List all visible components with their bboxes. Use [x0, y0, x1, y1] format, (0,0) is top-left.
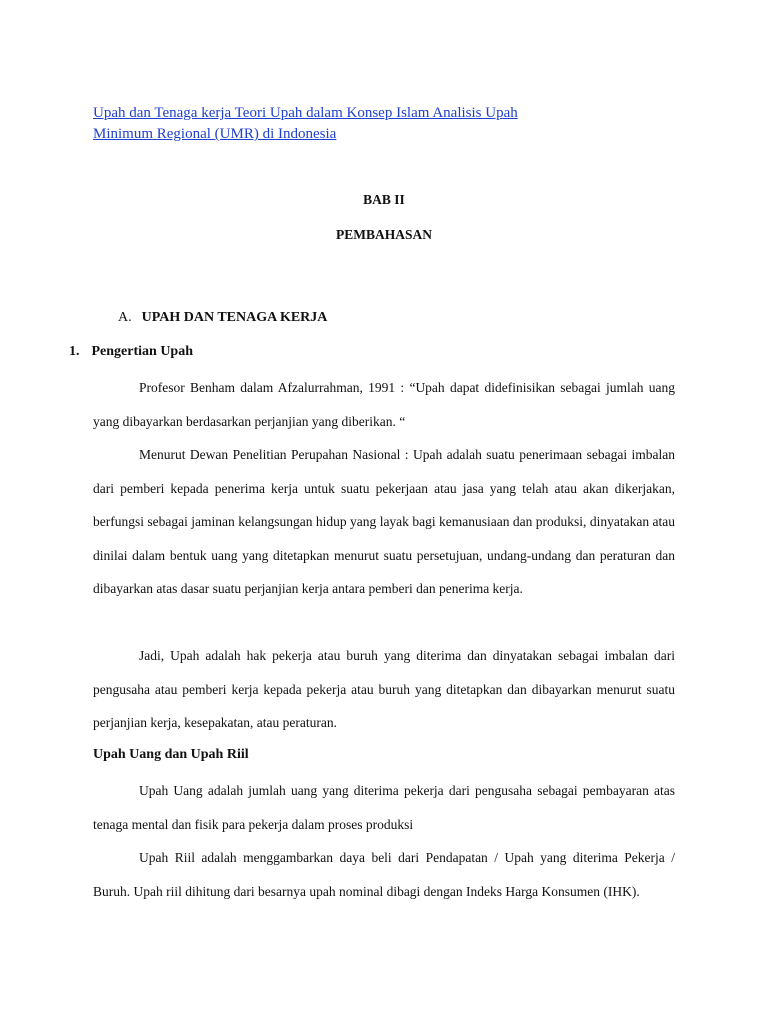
subsection-heading-2: Upah Uang dan Upah Riil [93, 747, 249, 762]
chapter-heading: BAB II [363, 192, 405, 207]
subsection-heading-1-text: Pengertian Upah [91, 344, 193, 359]
title-line-2[interactable]: Minimum Regional (UMR) di Indonesia [93, 126, 337, 142]
section-heading-text: UPAH DAN TENAGA KERJA [141, 310, 328, 325]
title-line-1[interactable]: Upah dan Tenaga kerja Teori Upah dalam Konsep Islam Analisis Upah [93, 105, 518, 121]
paragraph: Upah Uang adalah jumlah uang yang diterima pekerja dari pengusaha sebagai pembayaran atas tenaga mental dan fisik para pekerja dalam proses produksi [93, 783, 675, 832]
subsection-heading-1 [69, 344, 193, 360]
subsection-number: 1. [69, 344, 80, 359]
paragraph: Upah Riil adalah menggambarkan daya beli dari Pendapatan / Upah yang diterima Pekerja / Buruh. Upah riil dihitung dari besarnya upah nominal dibagi dengan Indeks Harga Konsumen (IHK). [93, 850, 675, 899]
paragraph: Jadi, Upah adalah hak pekerja atau buruh yang diterima dan dinyatakan sebagai imbalan dari pengusaha atau pemberi kerja kepada pekerja atau buruh yang ditetapkan dan dibayarkan menurut suatu perjanjian kerja, kesepakatan, atau peraturan. [93, 648, 675, 730]
paragraph: Profesor Benham dalam Afzalurrahman, 1991 : “Upah dapat didefinisikan sebagai jumlah uang yang dibayarkan berdasarkan perjanjian yang diberikan. “ [93, 380, 675, 429]
chapter-title: PEMBAHASAN [335, 227, 432, 242]
section-heading [118, 310, 327, 326]
document-title-link[interactable] [93, 103, 653, 145]
paragraph: Menurut Dewan Penelitian Perupahan Nasional : Upah adalah suatu penerimaan sebagai imbalan dari pemberi kepada penerima kerja untuk suatu pekerjaan atau jasa yang telah atau akan dikerjakan, berfungsi sebagai jaminan kelangsungan hidup yang layak bagi kemanusiaan dan produksi, dinyatakan atau dinilai dalam bentuk uang yang ditetapkan menurut suatu persetujuan, undang-undang dan peraturan dan dibayarkan atas dasar suatu perjanjian kerja antara pemberi dan penerima kerja. [93, 447, 675, 596]
section-letter: A. [118, 310, 132, 325]
